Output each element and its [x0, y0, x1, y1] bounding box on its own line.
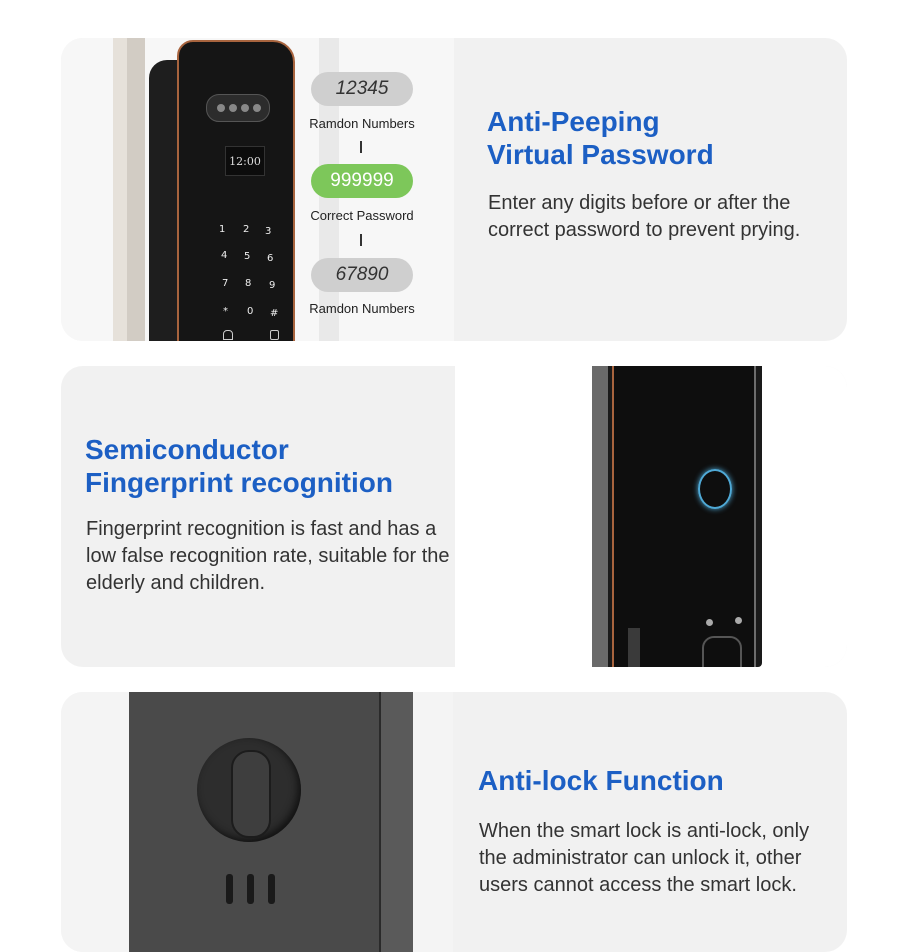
- anti-lock-description: When the smart lock is anti-lock, only the administrator can unlock it, other users cannot access the smart lock.: [479, 820, 810, 896]
- correct-password-caption: Correct Password: [310, 208, 414, 223]
- anti-lock-card: [61, 692, 847, 952]
- heading-line: Virtual Password: [487, 139, 714, 170]
- fingerprint-sensor-icon: [698, 469, 732, 509]
- sensor-dot: [706, 619, 713, 626]
- anti-lock-heading: Anti-lock Function: [478, 765, 724, 796]
- random-before-caption: Ramdon Numbers: [309, 116, 415, 131]
- fingerprint-heading: [85, 433, 393, 499]
- thumb-turn-lever: [231, 750, 271, 838]
- fingerprint-description: Fingerprint recognition is fast and has a low false recognition rate, suitable for the elderly and children.: [86, 518, 450, 594]
- random-before-pill: 12345: [311, 72, 413, 106]
- doorbell-icon: [223, 330, 233, 340]
- padlock-icon: [270, 330, 279, 340]
- handle-base: [702, 636, 742, 667]
- camera-icon: [206, 94, 270, 122]
- heading-line: Semiconductor: [85, 434, 289, 465]
- anti-peeping-description: Enter any digits before or after the correct password to prevent prying.: [488, 192, 801, 241]
- random-after-pill: 67890: [311, 258, 413, 292]
- thumb-turn-photo: [61, 692, 453, 952]
- lock-screen-time: 12:00: [229, 154, 261, 168]
- fingerprint-lock-photo: [455, 366, 847, 667]
- sensor-dot: [735, 617, 742, 624]
- keypad-lock-photo: 12:00 1 2 3 4 5 6 7 8 9 * 0 # 12345 Ramdon Numbers 999999 Correct Password 67890 Ramdon Numbers: [61, 38, 454, 341]
- separator-bar: [360, 141, 362, 153]
- anti-peeping-heading: [487, 105, 714, 171]
- heading-line: Anti-Peeping: [487, 106, 660, 137]
- random-after-caption: Ramdon Numbers: [309, 301, 415, 316]
- separator-bar: [360, 234, 362, 246]
- lock-screen: [225, 146, 265, 176]
- correct-password-pill: 999999: [311, 164, 413, 198]
- fingerprint-card: [61, 366, 847, 667]
- anti-peeping-card: [61, 38, 847, 341]
- heading-line: Fingerprint recognition: [85, 467, 393, 498]
